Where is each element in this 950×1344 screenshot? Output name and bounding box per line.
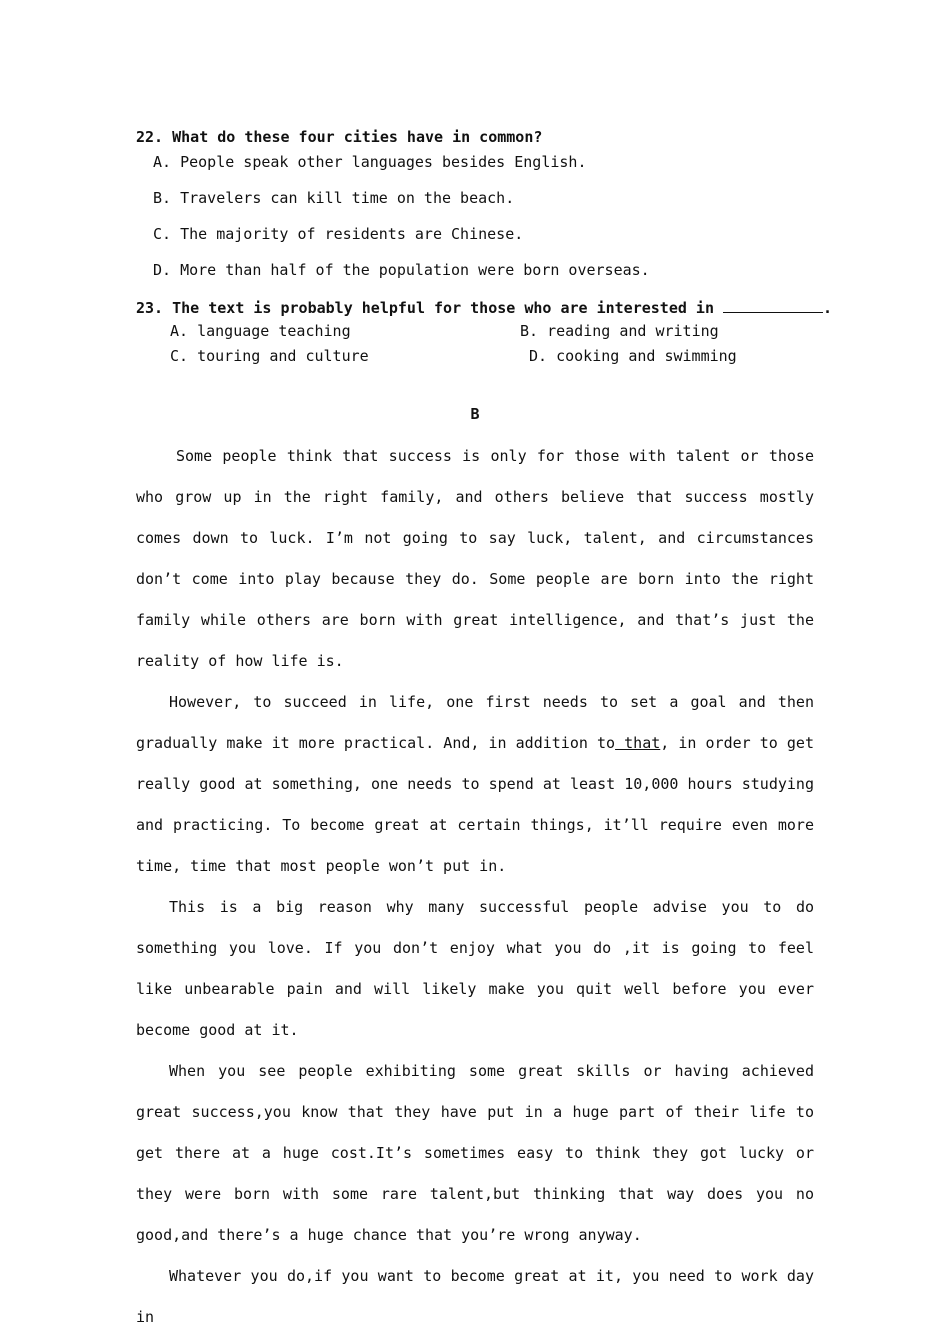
question-22-option-c: C. The majority of residents are Chinese. xyxy=(153,225,524,243)
reading-passage xyxy=(136,436,814,1338)
question-23-option-b: B. reading and writing xyxy=(520,322,719,340)
paragraph-2 xyxy=(136,682,814,887)
section-title: B xyxy=(470,405,480,423)
question-23-option-c: C. touring and culture xyxy=(170,347,369,365)
paragraph-3: This is a big reason why many successful people advise you to do something you love. If you don’t enjoy what you do ,it is going to feel like unbearable pain and will likely make you quit well before you ever become good at it. xyxy=(136,898,814,1039)
paragraph-4: When you see people exhibiting some great skills or having achieved great success,you know that they have put in a huge part of their life to get there at a huge cost.It’s sometimes easy to think they got lucky or they were born with some rare talent,but thinking that way does you no good,and there’s a huge chance that you’re wrong anyway. xyxy=(136,1062,814,1244)
question-23-stem-end: . xyxy=(823,299,833,317)
question-22-option-b: B. Travelers can kill time on the beach. xyxy=(153,189,515,207)
question-22-option-a: A. People speak other languages besides English. xyxy=(153,153,587,171)
paragraph-1: Some people think that success is only for those with talent or those who grow up in the right family, and others believe that success mostly comes down to luck. I’m not going to say luck, talent, and circumstances don’t come into play because they do. Some people are born into the right family while others are born with great intelligence, and that’s just the reality of how life is. xyxy=(136,447,814,670)
underlined-word: that xyxy=(615,734,661,752)
answer-blank xyxy=(723,296,823,313)
question-22-stem: 22. What do these four cities have in common? xyxy=(136,128,543,146)
paragraph-5: Whatever you do,if you want to become great at it, you need to work day in xyxy=(136,1267,814,1326)
question-23-stem: 23. The text is probably helpful for those who are interested in xyxy=(136,299,714,317)
question-23-option-a: A. language teaching xyxy=(170,322,351,340)
paragraph-2-part-2: , in order to get really good at something, one needs to spend at least 10,000 hours studying and practicing. To become great at certain things, it’ll require even more time, time that most people won’t put in. xyxy=(136,734,814,875)
paragraph-2-part-1: However, to succeed in life, one first needs to set a goal and then gradually make it more practical. And, in addition to xyxy=(136,693,814,752)
question-23-option-d: D. cooking and swimming xyxy=(529,347,737,365)
question-22-option-d: D. More than half of the population were born overseas. xyxy=(153,261,650,279)
question-23-stem-row xyxy=(136,296,832,318)
